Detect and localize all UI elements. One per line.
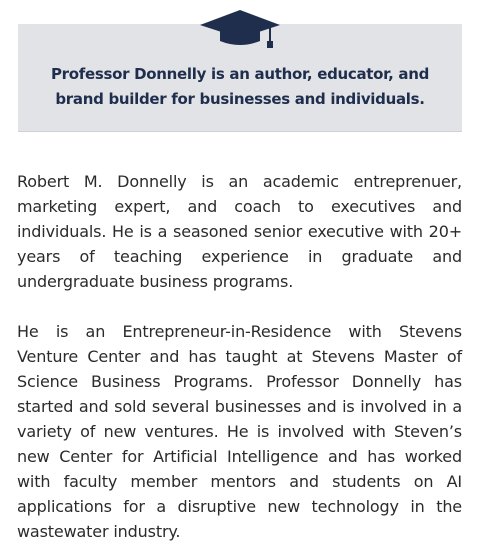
graduation-cap-icon (198, 8, 282, 50)
highlight-line-2: brand builder for businesses and individuals. (55, 90, 425, 108)
highlight-line-1: Professor Donnelly is an author, educator, and (50, 65, 430, 83)
bio-paragraph-1: Robert M. Donnelly is an academic entreprenuer, marketing expert, and coach to executives and individuals. He is a seasoned senior executive with 20+ years of teaching experience in graduate and undergraduate business programs. (17, 172, 462, 291)
highlight-text (18, 62, 462, 112)
bio-paragraph-2: He is an Entrepreneur-in-Residence with Stevens Venture Center and has taught at Stevens Master of Science Business Programs. Professor Donnelly has started and sold several businesses and is involved in a variety of new ventures. He is involved with Steven’s new Center for Artificial Intelligence and has worked with faculty member mentors and students on AI applications for a disruptive new technology in the wastewater industry. (17, 322, 462, 541)
